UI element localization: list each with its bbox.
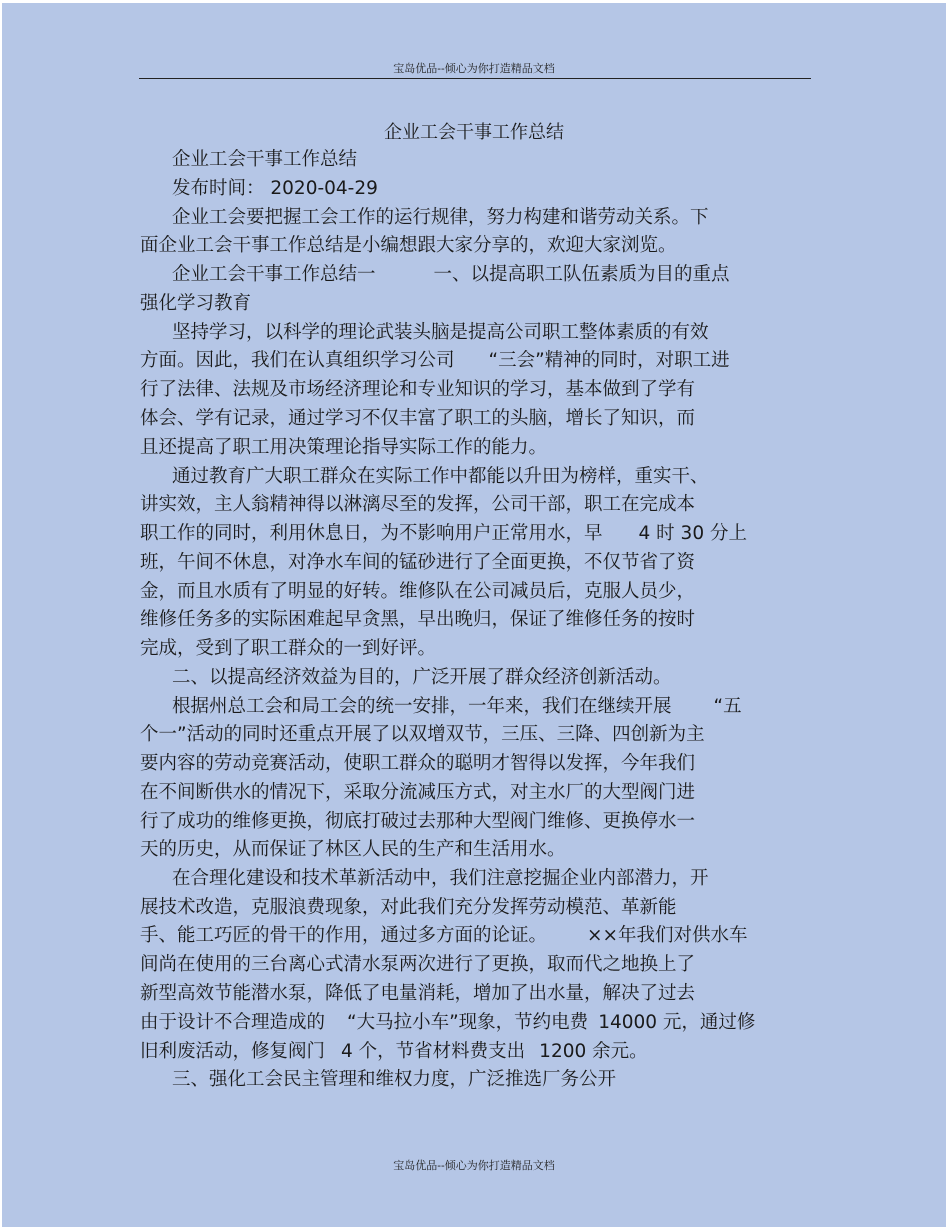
section-heading: 三、强化工会民主管理和维权力度，广泛推选厂务公开 xyxy=(172,1069,617,1090)
body-line: 方面。因此，我们在认真组织学习公司 “三会”精神的同时，对职工进 xyxy=(140,350,730,371)
header-divider xyxy=(139,78,811,79)
body-line: 班，午间不休息，对净水车间的锰砂进行了全面更换，不仅节省了资 xyxy=(140,552,696,573)
body-line: 新型高效节能潜水泵，降低了电量消耗，增加了出水量，解决了过去 xyxy=(140,983,696,1004)
body-line: 要内容的劳动竞赛活动，使职工群众的聪明才智得以发挥，今年我们 xyxy=(140,753,696,774)
body-line: 旧利废活动，修复阀门 4 个，节省材料费支出 1200 余元。 xyxy=(140,1041,648,1062)
page-footer: 宝岛优品--倾心为你打造精品文档 xyxy=(393,1159,555,1172)
body-line: 强化学习教育 xyxy=(140,293,252,314)
body-line: 职工作的同时，利用休息日，为不影响用户正常用水，早 4 时 30 分上 xyxy=(140,523,747,544)
body-line: 且还提高了职工用决策理论指导实际工作的能力。 xyxy=(140,437,548,458)
body-line: 企业工会要把握工会工作的运行规律，努力构建和谐劳动关系。下 xyxy=(172,207,709,228)
body-line: 手、能工巧匠的骨干的作用，通过多方面的论证。 ××年我们对供水车 xyxy=(140,925,748,946)
body-line: 在不间断供水的情况下，采取分流减压方式，对主水厂的大型阀门进 xyxy=(140,782,696,803)
body-line: 坚持学习，以科学的理论武装头脑是提高公司职工整体素质的有效 xyxy=(172,322,709,343)
document-title: 企业工会干事工作总结 xyxy=(384,122,564,143)
document-page xyxy=(2,3,946,1227)
publish-date: 发布时间： 2020-04-29 xyxy=(172,178,378,199)
body-line: 根据州总工会和局工会的统一安排，一年来，我们在继续开展 “五 xyxy=(172,696,742,717)
body-line: 面企业工会干事工作总结是小编想跟大家分享的，欢迎大家浏览。 xyxy=(140,235,677,256)
body-line: 完成，受到了职工群众的一到好评。 xyxy=(140,638,437,659)
body-line: 间尚在使用的三台离心式清水泵两次进行了更换，取而代之地换上了 xyxy=(140,954,696,975)
body-line: 企业工会干事工作总结一 一、以提高职工队伍素质为目的重点 xyxy=(172,264,730,285)
body-line: 由于设计不合理造成的 “大马拉小车”现象，节约电费 14000 元，通过修 xyxy=(140,1012,756,1033)
body-line: 行了法律、法规及市场经济理论和专业知识的学习，基本做到了学有 xyxy=(140,379,696,400)
body-line: 通过教育广大职工群众在实际工作中都能以升田为榜样，重实干、 xyxy=(172,466,709,487)
body-line: 展技术改造，克服浪费现象，对此我们充分发挥劳动模范、革新能 xyxy=(140,897,677,918)
body-line: 天的历史，从而保证了林区人民的生产和生活用水。 xyxy=(140,839,566,860)
body-line: 在合理化建设和技术革新活动中，我们注意挖掘企业内部潜力，开 xyxy=(172,868,709,889)
body-line: 行了成功的维修更换，彻底打破过去那种大型阀门维修、更换停水一 xyxy=(140,811,696,832)
body-line: 个一”活动的同时还重点开展了以双增双节，三压、三降、四创新为主 xyxy=(140,724,705,745)
body-line: 企业工会干事工作总结 xyxy=(172,149,358,170)
body-line: 维修任务多的实际困难起早贪黑，早出晚归，保证了维修任务的按时 xyxy=(140,609,696,630)
section-heading: 二、以提高经济效益为目的，广泛开展了群众经济创新活动。 xyxy=(172,667,672,688)
page-header: 宝岛优品--倾心为你打造精品文档 xyxy=(393,62,555,75)
body-line: 体会、学有记录，通过学习不仅丰富了职工的头脑，增长了知识，而 xyxy=(140,408,696,429)
body-line: 金，而且水质有了明显的好转。维修队在公司减员后，克服人员少， xyxy=(140,581,696,602)
body-line: 讲实效，主人翁精神得以淋漓尽至的发挥，公司干部，职工在完成本 xyxy=(140,494,696,515)
